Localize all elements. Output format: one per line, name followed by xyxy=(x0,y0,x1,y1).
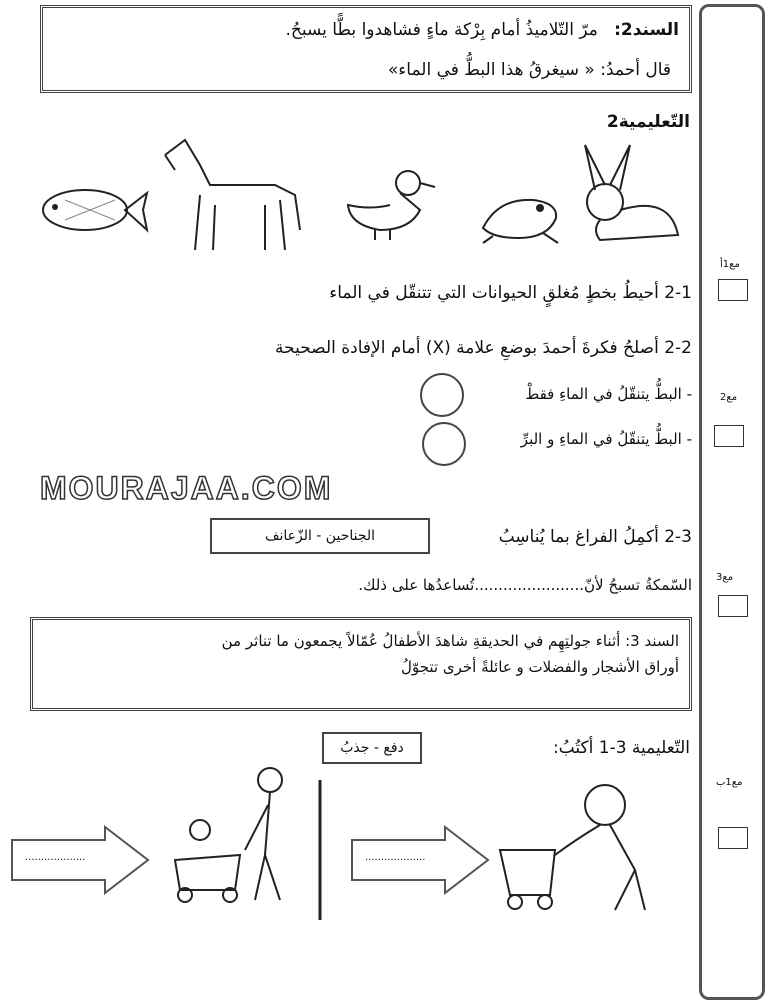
instruction3-title: التّعليمية 3-1 أكتُبُ: xyxy=(552,738,690,758)
text3-line2: أوراق الأشجار والفضلات و عائلةً أخرى تتجوّلُ xyxy=(401,658,679,676)
text2-sentence: مرّ التّلاميذُ أمام بِرْكة ماءٍ فشاهدوا بطًّا يسبحُ. xyxy=(285,20,598,40)
man-pushing-cart-illustration xyxy=(495,770,675,920)
grade-box-2[interactable] xyxy=(714,425,744,447)
duck-illustration xyxy=(340,165,440,245)
text3-box xyxy=(30,617,692,711)
option-2-label: - البطُّ يتنقّلُ في الماءِ و البرِّ xyxy=(520,430,692,448)
question-2-2: 2-2 أصلحُ فكرةَ أحمدَ بوضعِ علامة (X) أمام الإفادة الصحيحة xyxy=(275,338,692,358)
text2-line2: قال أحمدُ: « سيغرقُ هذا البطُّ في الماء» xyxy=(387,60,671,80)
fish-illustration xyxy=(35,175,150,245)
fill-blank-sentence[interactable]: السّمكةُ تسبحُ لأنّ.......................تُساعدُها على ذلك. xyxy=(358,576,692,594)
instruction2-title: التّعليمية2 xyxy=(606,112,690,132)
answer-blank-1[interactable]: ................... xyxy=(25,852,86,863)
family-pulling-cart-illustration xyxy=(160,760,330,920)
question-2-3: 2-3 أكمِلُ الفراغ بما يُناسِبُ xyxy=(498,527,692,547)
text2-box xyxy=(40,5,692,93)
criterion-label-4: مع1ب xyxy=(716,777,743,788)
grade-box-1[interactable] xyxy=(718,279,748,301)
grade-box-4[interactable] xyxy=(718,827,748,849)
answer-blank-2[interactable]: ................... xyxy=(365,852,426,863)
criterion-label-1: مع1أ xyxy=(720,259,740,270)
text2-label: السند2: xyxy=(614,20,679,40)
criterion-label-3: مع3 xyxy=(716,572,734,583)
horse-illustration xyxy=(155,135,305,255)
grading-sidebar xyxy=(699,4,765,1000)
rabbit-illustration xyxy=(570,140,685,250)
word-bank-2-3: الجناحين - الزّعانف xyxy=(210,518,430,554)
option-1-checkbox[interactable] xyxy=(420,373,464,417)
grade-box-3[interactable] xyxy=(718,595,748,617)
text3-label: السند 3: xyxy=(625,632,679,650)
option-1-label: - البطُّ يتنقّلُ في الماءِ فقطْ xyxy=(525,385,692,403)
option-2-checkbox[interactable] xyxy=(422,422,466,466)
criterion-label-2: مع2 xyxy=(720,392,738,403)
frog-illustration xyxy=(478,188,563,248)
question-2-1: 2-1 أحيطُ بخطٍ مُغلقٍ الحيوانات التي تتنقّل في الماء xyxy=(329,283,692,303)
text2-line1 xyxy=(286,20,680,40)
word-bank-3-1: دفع - جذبُ xyxy=(322,732,422,764)
watermark: MOURAJAA.COM xyxy=(40,470,333,506)
text3-line1: السند 3: أثناء جولتِهِم في الحديقةِ شاهدَ الأطفالُ عُمّالاً يجمعون ما تناثر من xyxy=(221,632,679,650)
